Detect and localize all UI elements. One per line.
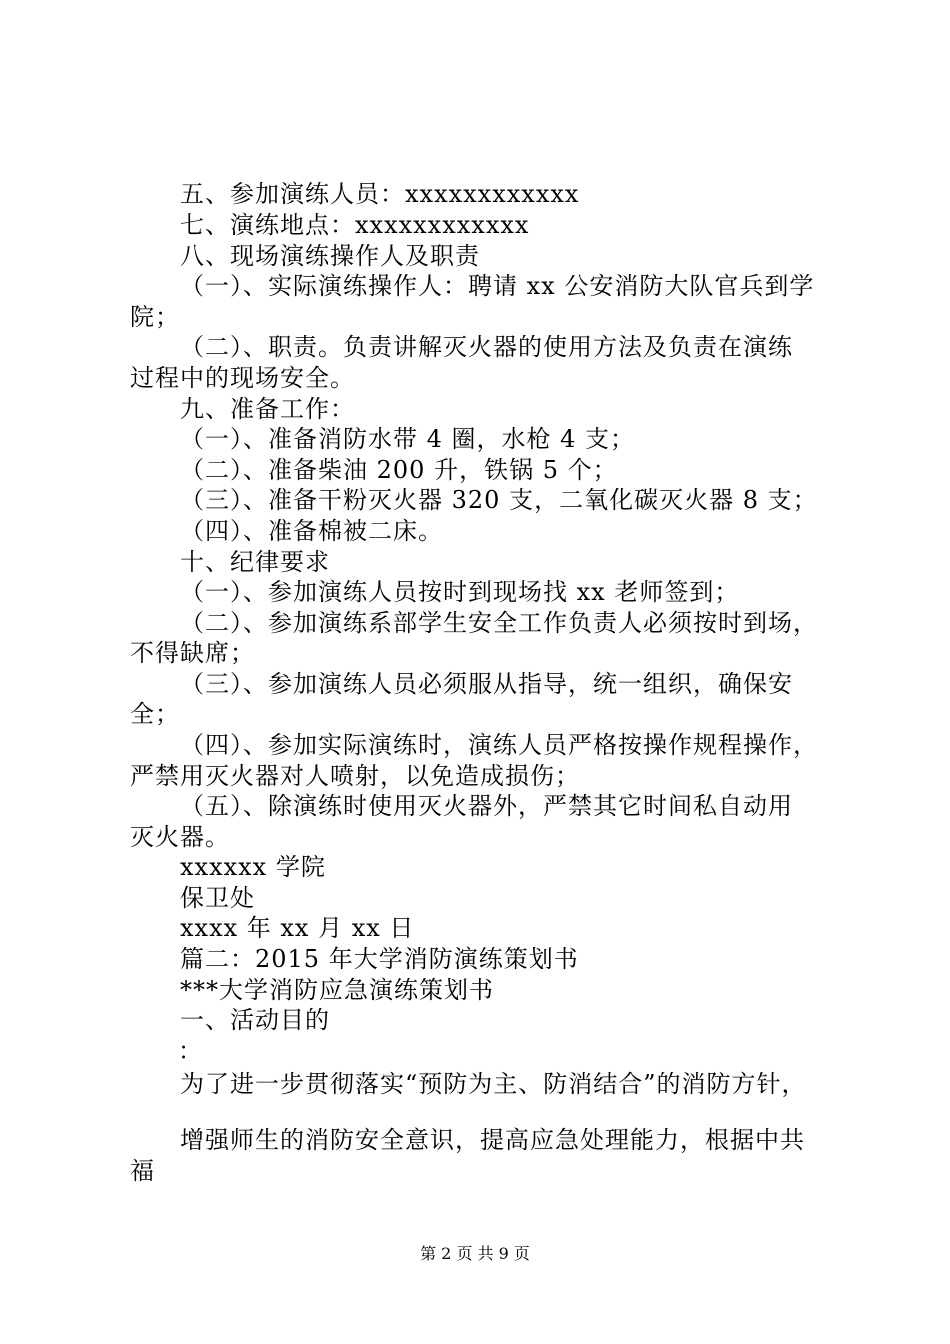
text-line: xxxx 年 xx 月 xx 日 [180,914,415,942]
text-line: （四）、参加实际演练时，演练人员严格按操作规程操作， [180,731,818,759]
text-line: 五、参加演练人员：xxxxxxxxxxxx [180,180,580,208]
text-line: 严禁用灭火器对人喷射，以免造成损伤； [130,762,580,790]
text-line: 院； [130,303,180,331]
text-line: 灭火器。 [130,823,230,851]
text-line: （一）、参加演练人员按时到现场找 xx 老师签到； [180,578,740,606]
text-line: （一）、准备消防水带 4 圈，水枪 4 支； [180,425,636,453]
text-line: （一）、实际演练操作人：聘请 xx 公安消防大队官兵到学 [180,272,815,300]
text-line: 一、活动目的 [180,1006,330,1034]
text-line: 增强师生的消防安全意识，提高应急处理能力，根据中共 [180,1126,805,1154]
text-line: 篇二：2015 年大学消防演练策划书 [180,945,579,973]
text-line: 九、准备工作： [180,395,355,423]
text-line: 全； [130,700,180,728]
text-line: （二）、职责。负责讲解灭火器的使用方法及负责在演练 [180,333,793,361]
text-line: 十、纪律要求 [180,548,330,576]
text-line: 七、演练地点：xxxxxxxxxxxx [180,211,530,239]
text-line: （三）、准备干粉灭火器 320 支，二氧化碳灭火器 8 支； [180,486,818,514]
text-line: （二）、参加演练系部学生安全工作负责人必须按时到场， [180,609,818,637]
text-line: xxxxxx 学院 [180,853,326,881]
text-line: 过程中的现场安全。 [130,364,355,392]
text-line: （三）、参加演练人员必须服从指导，统一组织，确保安 [180,670,793,698]
text-line: 保卫处 [180,884,255,912]
text-line: 八、现场演练操作人及职责 [180,242,480,270]
text-line: （五）、除演练时使用灭火器外，严禁其它时间私自动用 [180,792,793,820]
text-line: ： [178,1037,203,1065]
text-line: 为了进一步贯彻落实“预防为主、防消结合”的消防方针， [180,1070,807,1098]
text-line: （二）、准备柴油 200 升，铁锅 5 个； [180,456,618,484]
text-line: 福 [130,1157,155,1185]
text-line: ***大学消防应急演练策划书 [180,976,494,1004]
text-line: （四）、准备棉被二床。 [180,517,443,545]
page-number-footer: 第 2 页 共 9 页 [420,1244,530,1263]
text-line: 不得缺席； [130,639,255,667]
